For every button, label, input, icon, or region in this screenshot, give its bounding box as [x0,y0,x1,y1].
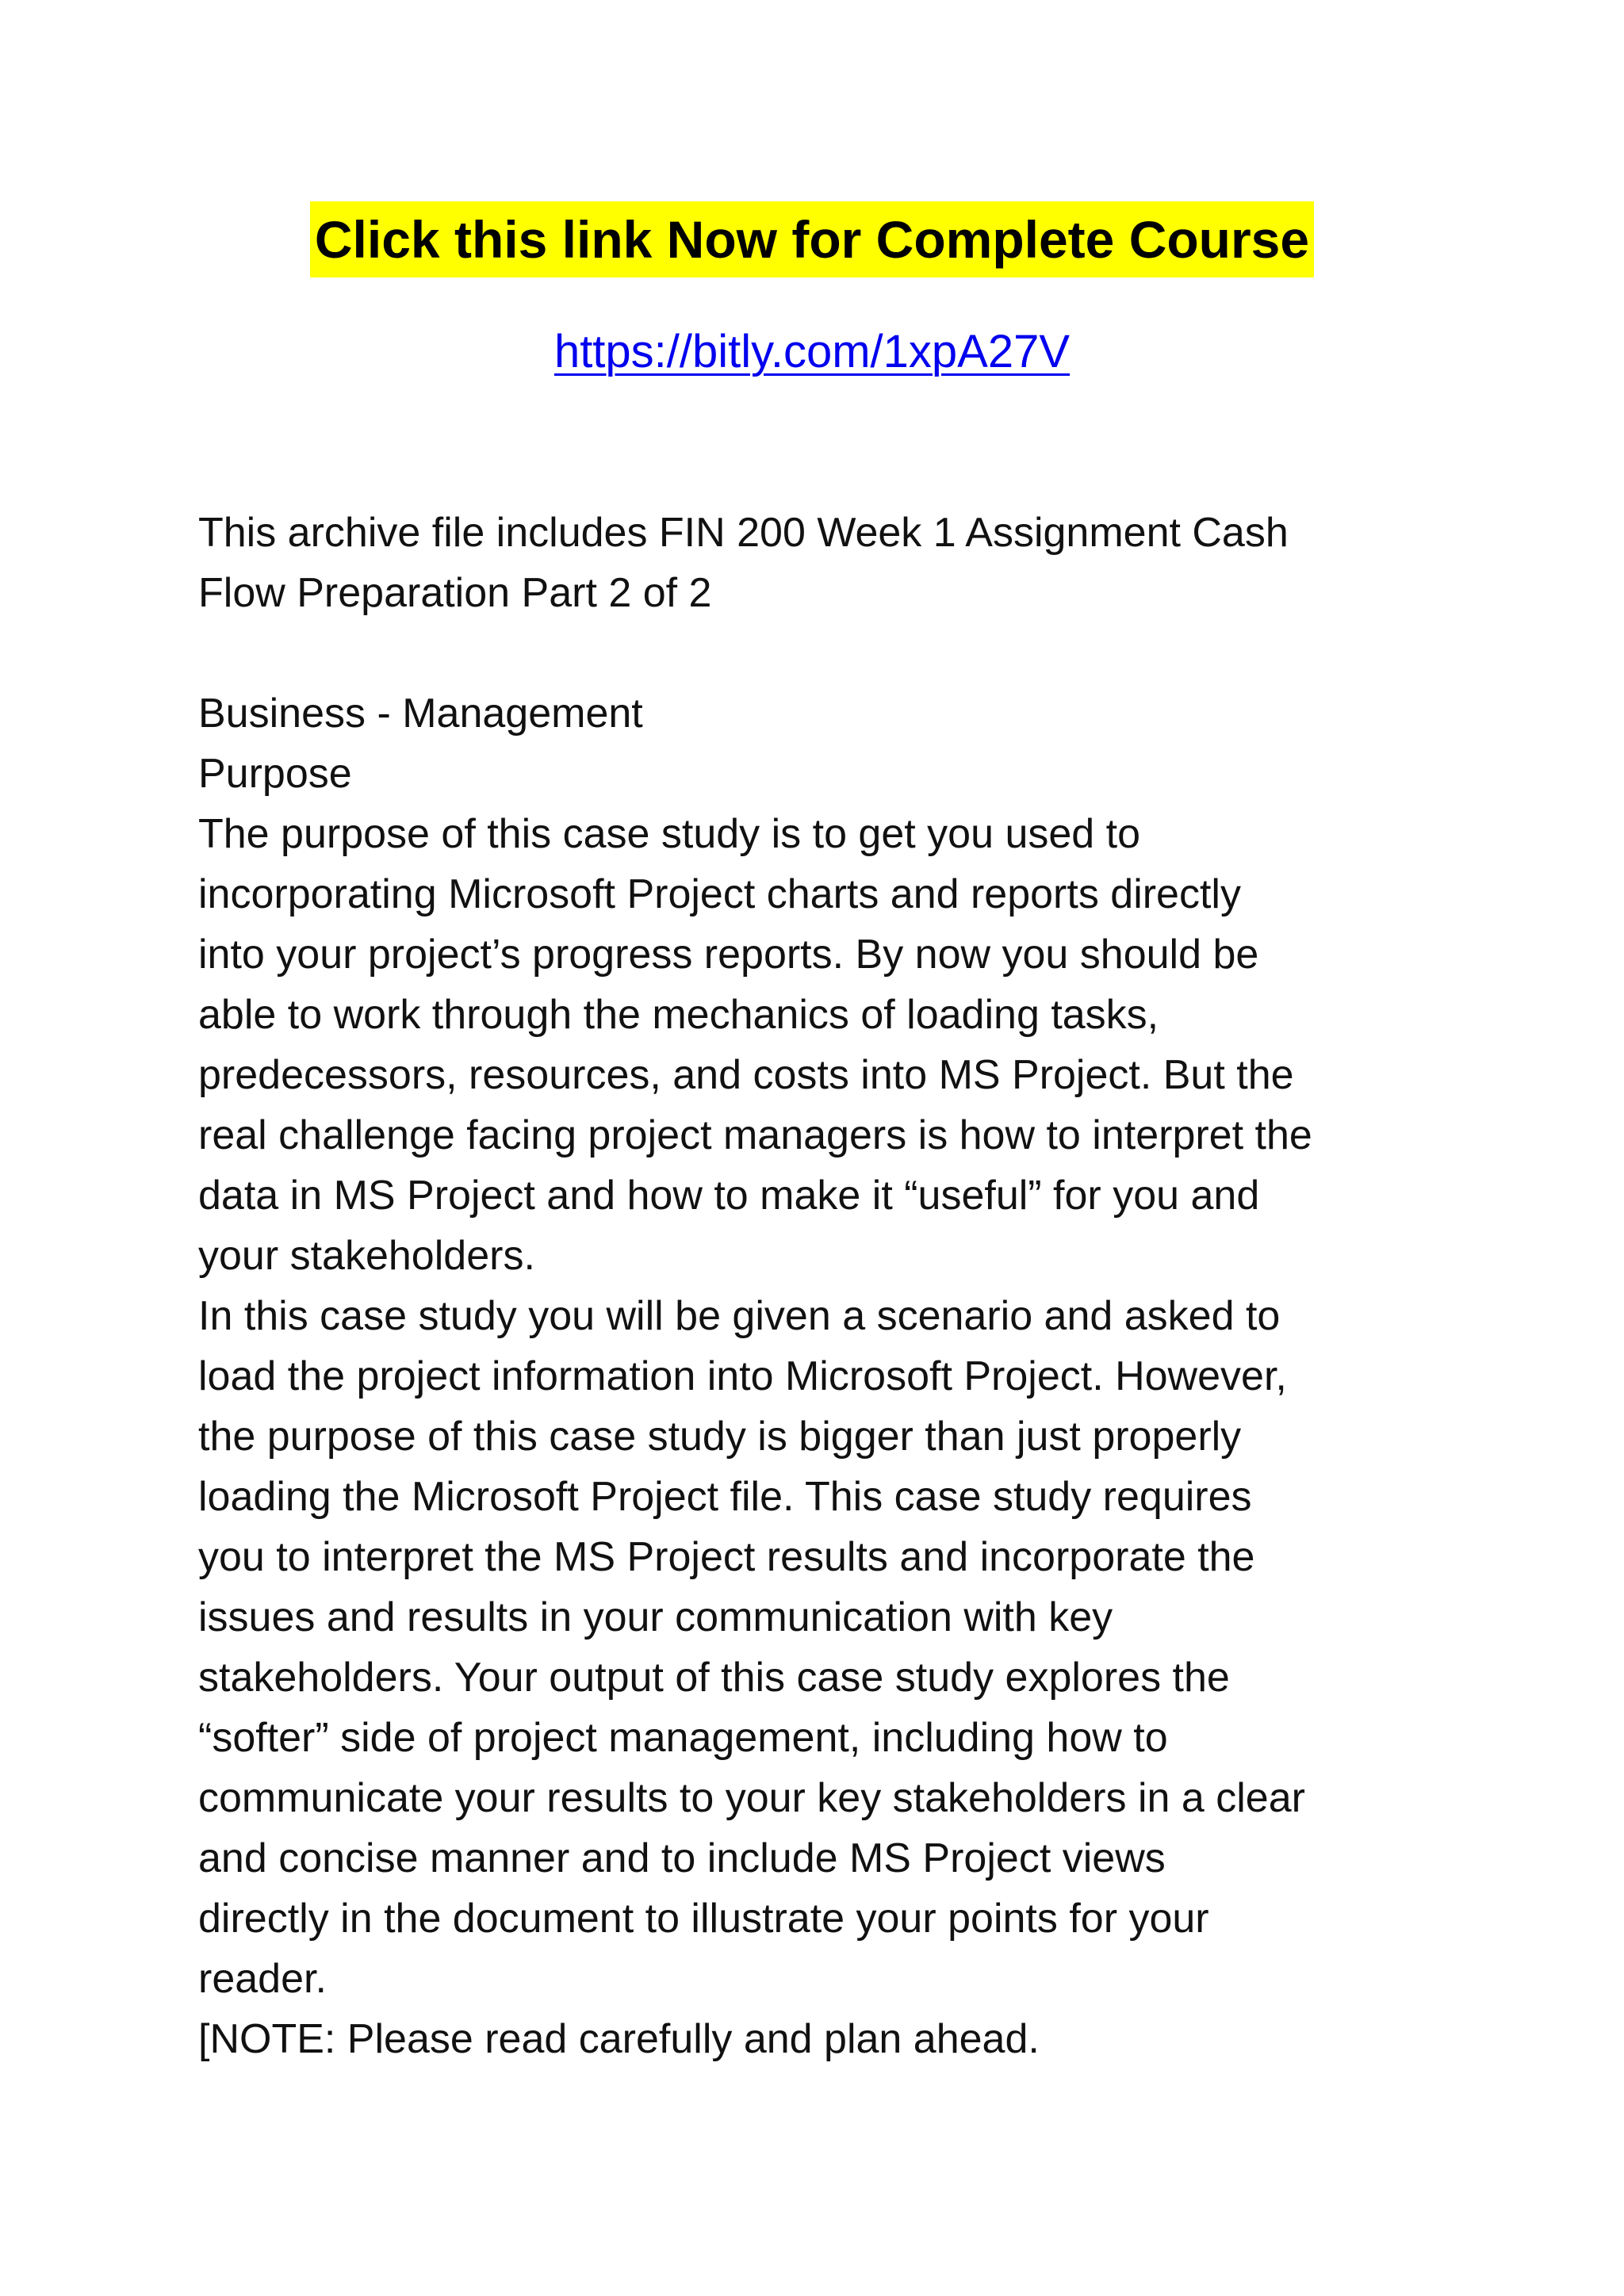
body-line: data in MS Project and how to make it “useful” for you and [198,1173,1260,1219]
body-line: and concise manner and to include MS Project views [198,1835,1166,1881]
body-line: directly in the document to illustrate your points for your [198,1896,1209,1942]
body-line: reader. [198,1956,327,2002]
body-line: In this case study you will be given a scenario and asked to [198,1293,1281,1339]
body-line: incorporating Microsoft Project charts and reports directly [198,871,1241,917]
intro-line: Flow Preparation Part 2 of 2 [198,570,712,616]
body-line: you to interpret the MS Project results and incorporate the [198,1534,1255,1580]
body-line: predecessors, resources, and costs into MS Project. But the [198,1052,1294,1098]
section-heading: Purpose [198,751,352,797]
body-line: able to work through the mechanics of loading tasks, [198,992,1159,1038]
page-title: Click this link Now for Complete Course [310,201,1314,277]
body-line: communicate your results to your key stakeholders in a clear [198,1775,1305,1821]
intro-line: This archive file includes FIN 200 Week 1 Assignment Cash [198,510,1289,556]
intro-paragraph [198,503,1451,623]
note-line: [NOTE: Please read carefully and plan ahead. [198,2016,1040,2062]
description-body [198,683,1451,2069]
body-line: load the project information into Microsoft Project. However, [198,1353,1287,1399]
body-line: real challenge facing project managers is how to interpret the [198,1112,1312,1158]
link-container [0,320,1624,384]
body-line: loading the Microsoft Project file. This case study requires [198,1474,1252,1520]
body-line: “softer” side of project management, including how to [198,1715,1168,1761]
body-line: stakeholders. Your output of this case study explores the [198,1655,1230,1701]
category-line: Business - Management [198,691,643,737]
body-line: The purpose of this case study is to get you used to [198,811,1141,857]
heading-container [0,201,1624,277]
body-line: your stakeholders. [198,1233,535,1279]
body-line: issues and results in your communication with key [198,1594,1113,1640]
course-link[interactable]: https://bitly.com/1xpA27V [553,326,1071,377]
body-line: the purpose of this case study is bigger than just properly [198,1414,1242,1460]
body-line: into your project’s progress reports. By now you should be [198,932,1259,978]
